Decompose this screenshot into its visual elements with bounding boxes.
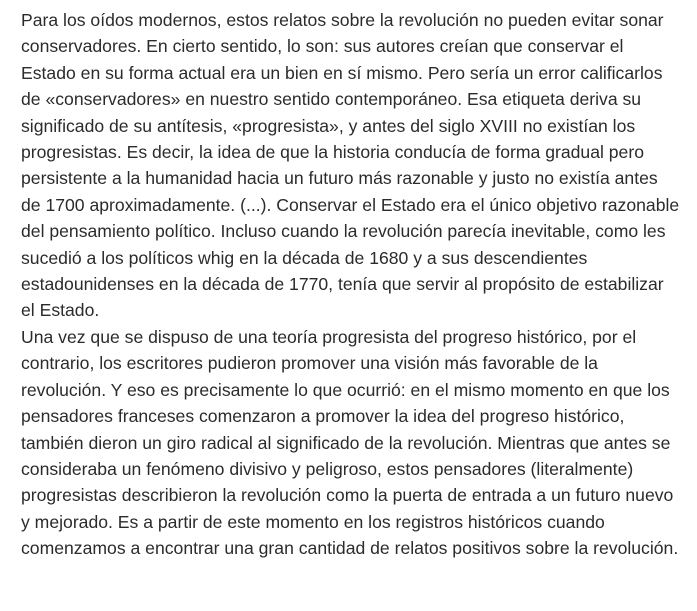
paragraph-2: Una vez que se dispuso de una teoría progresista del progreso histórico, por el contrario, los escritores pudieron promover una visión más favorable de la revolución. Y eso es precisamente lo que ocurrió: en el mismo momento en que los pensadores franceses comenzaron a promover la idea del progreso histórico, también dieron un giro radical al significado de la revolución. Mientras que antes se consideraba un fenómeno divisivo y peligroso, estos pensadores (literalmente) progresistas describieron la revolución como la puerta de entrada a un futuro nuevo y mejorado. Es a partir de este momento en los registros históricos cuando comenzamos a encontrar una gran cantidad de relatos positivos sobre la revolución. [21,326,679,559]
paragraph-1: Para los oídos modernos, estos relatos sobre la revolución no pueden evitar sonar conservadores. En cierto sentido, lo son: sus autores creían que conservar el Estado en su forma actual era un bien en sí mismo. Pero sería un error calificarlos de «conservadores» en nuestro sentido contemporáneo. Esa etiqueta deriva su significado de su antítesis, «progresista», y antes del siglo XVIII no existían los progresistas. Es decir, la idea de que la historia conducía de forma gradual pero persistente a la humanidad hacia un futuro más razonable y justo no existía antes de 1700 aproximadamente. (...). Conservar el Estado era el único objetivo razonable del pensamiento político. Incluso cuando la revolución parecía inevitable, como les sucedió a los políticos whig en la década de 1680 y a sus descendientes estadounidenses en la década de 1770, tenía que servir al propósito de estabilizar el Estado. [21,10,680,321]
article-body [21,7,681,562]
